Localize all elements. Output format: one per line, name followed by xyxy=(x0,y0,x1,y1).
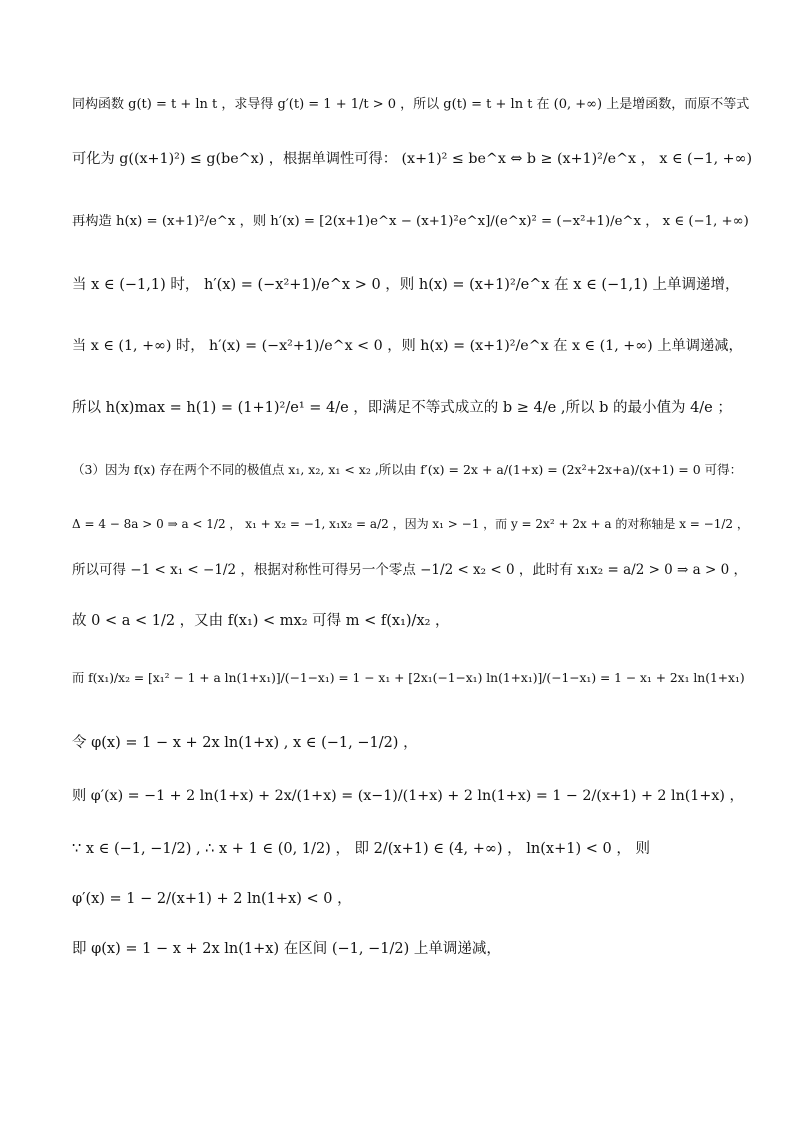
text-line-13: 则 φ′(x) = −1 + 2 ln(1+x) + 2x/(1+x) = (x−1)/(1+x) + 2 ln(1+x) = 1 − 2/(x+1) + 2 ln(1+x) ， xyxy=(72,788,744,804)
text-line-3: 再构造 h(x) = (x+1)²/e^x ，则 h′(x) = [2(x+1)e^x − (x+1)²e^x]/(e^x)² = (−x²+1)/e^x ， x ∈ (−1, +∞) xyxy=(72,214,749,229)
text-line-14: ∵ x ∈ (−1, −1/2) , ∴ x + 1 ∈ (0, 1/2) ， 即 2/(x+1) ∈ (4, +∞) ， ln(x+1) < 0 ， 则 xyxy=(72,841,650,857)
text-line-6: 所以 h(x)max = h(1) = (1+1)²/e¹ = 4/e ，即满足不等式成立的 b ≥ 4/e ,所以 b 的最小值为 4/e ； xyxy=(72,400,732,416)
text-line-1: 同构函数 g(t) = t + ln t ，求导得 g′(t) = 1 + 1/t > 0 ，所以 g(t) = t + ln t 在 (0, +∞) 上是增函数，而原不等式 xyxy=(72,97,750,112)
text-line-10: 故 0 < a < 1/2 ，又由 f(x₁) < mx₂ 可得 m < f(x₁)/x₂ ， xyxy=(72,613,450,629)
text-line-16: 即 φ(x) = 1 − x + 2x ln(1+x) 在区间 (−1, −1/2) 上单调递减， xyxy=(72,941,501,957)
text-line-11: 而 f(x₁)/x₂ = [x₁² − 1 + a ln(1+x₁)]/(−1−x₁) = 1 − x₁ + [2x₁(−1−x₁) ln(1+x₁)]/(−1−x₁) = 1 − x₁ + 2x₁ ln(1+x₁) xyxy=(72,671,745,685)
text-line-5: 当 x ∈ (1, +∞) 时， h′(x) = (−x²+1)/e^x < 0 ，则 h(x) = (x+1)²/e^x 在 x ∈ (1, +∞) 上单调递减， xyxy=(72,338,743,354)
text-line-15: φ′(x) = 1 − 2/(x+1) + 2 ln(1+x) < 0 ， xyxy=(72,891,352,907)
text-line-4: 当 x ∈ (−1,1) 时， h′(x) = (−x²+1)/e^x > 0 ，则 h(x) = (x+1)²/e^x 在 x ∈ (−1,1) 上单调递增， xyxy=(72,277,740,293)
text-line-2: 可化为 g((x+1)²) ≤ g(be^x) ，根据单调性可得： (x+1)² ≤ be^x ⇔ b ≥ (x+1)²/e^x ， x ∈ (−1, +∞) xyxy=(72,151,753,167)
text-line-9: 所以可得 −1 < x₁ < −1/2 ，根据对称性可得另一个零点 −1/2 < x₂ < 0 ，此时有 x₁x₂ = a/2 > 0 ⇒ a > 0 ， xyxy=(72,562,747,578)
text-line-12: 令 φ(x) = 1 − x + 2x ln(1+x) , x ∈ (−1, −1/2) ， xyxy=(72,735,418,751)
text-line-7: （3）因为 f(x) 存在两个不同的极值点 x₁, x₂, x₁ < x₂ ,所以由 f′(x) = 2x + a/(1+x) = (2x²+2x+a)/(x+1) = 0 可得： xyxy=(72,462,743,477)
text-line-8: Δ = 4 − 8a > 0 ⇒ a < 1/2 ， x₁ + x₂ = −1, x₁x₂ = a/2 ，因为 x₁ > −1 ，而 y = 2x² + 2x + a 的对称轴是 x = −1/2 ， xyxy=(72,517,749,531)
